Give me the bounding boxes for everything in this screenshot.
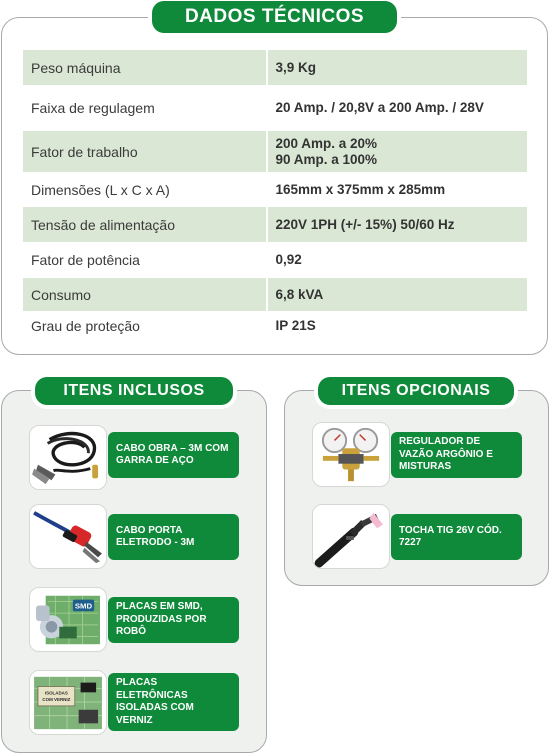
spec-label: Dimensões (L x C x A) — [31, 181, 170, 198]
spec-value: 0,92 — [275, 252, 302, 267]
spec-value: 20 Amp. / 20,8V a 200 Amp. / 28V — [275, 100, 484, 115]
spec-row-duty-cycle — [23, 131, 527, 172]
spec-row-voltage — [23, 207, 527, 242]
item-label-varnished-board: PLACAS ELETRÔNICAS ISOLADAS COM VERNIZ — [108, 673, 239, 731]
spec-label: Grau de proteção — [31, 318, 140, 334]
spec-table — [23, 50, 527, 341]
gas-regulator-icon — [312, 422, 390, 487]
electrode-holder-icon — [29, 504, 107, 569]
ground-cable-clamp-icon — [29, 425, 107, 490]
spec-value: 165mm x 375mm x 285mm — [275, 181, 446, 197]
spec-label: Faixa de regulagem — [31, 100, 155, 116]
spec-row-weight — [23, 50, 527, 85]
item-label-ground-cable: CABO OBRA – 3M COM GARRA DE AÇO — [108, 432, 239, 478]
smd-robot-icon — [29, 587, 107, 652]
technical-data-title: DADOS TÉCNICOS — [152, 1, 397, 33]
item-label-tig-torch: TOCHA TIG 26V CÓD. 7227 — [391, 514, 522, 560]
spec-value: 6,8 kVA — [275, 286, 324, 302]
smd-image-text: SMD — [74, 601, 93, 611]
spec-value: 220V 1PH (+/- 15%) 50/60 Hz — [275, 216, 455, 232]
item-label-gas-regulator: REGULADOR DE VAZÃO ARGÔNIO E MISTURAS — [391, 432, 522, 478]
spec-row-power-factor — [23, 242, 527, 278]
spec-label: Peso máquina — [31, 59, 121, 76]
spec-value: IP 21S — [275, 318, 316, 333]
spec-row-protection — [23, 311, 527, 341]
spec-label: Fator de potência — [31, 252, 140, 268]
varnished-board-icon — [29, 670, 107, 735]
spec-value-line: 90 Amp. a 100% — [275, 151, 378, 167]
included-items-title: ITENS INCLUSOS — [35, 377, 233, 405]
spec-label: Consumo — [31, 286, 91, 303]
spec-row-range — [23, 85, 527, 131]
item-label-smd: PLACAS EM SMD, PRODUZIDAS POR ROBÔ — [108, 597, 239, 643]
spec-value — [268, 136, 528, 168]
optional-items-title: ITENS OPCIONAIS — [318, 377, 514, 405]
svg-text:COM VERNIZ: COM VERNIZ — [42, 697, 71, 703]
spec-value-line: 200 Amp. a 20% — [275, 135, 378, 151]
spec-label: Tensão de alimentação — [31, 216, 175, 233]
spec-row-dimensions — [23, 172, 527, 207]
svg-text:ISOLADAS: ISOLADAS — [44, 690, 68, 696]
spec-value: 3,9 Kg — [275, 59, 317, 75]
tig-torch-icon — [312, 504, 390, 569]
item-label-electrode-holder: CABO PORTA ELETRODO - 3M — [108, 514, 239, 560]
spec-row-consumption — [23, 278, 527, 311]
spec-label: Fator de trabalho — [31, 143, 138, 160]
